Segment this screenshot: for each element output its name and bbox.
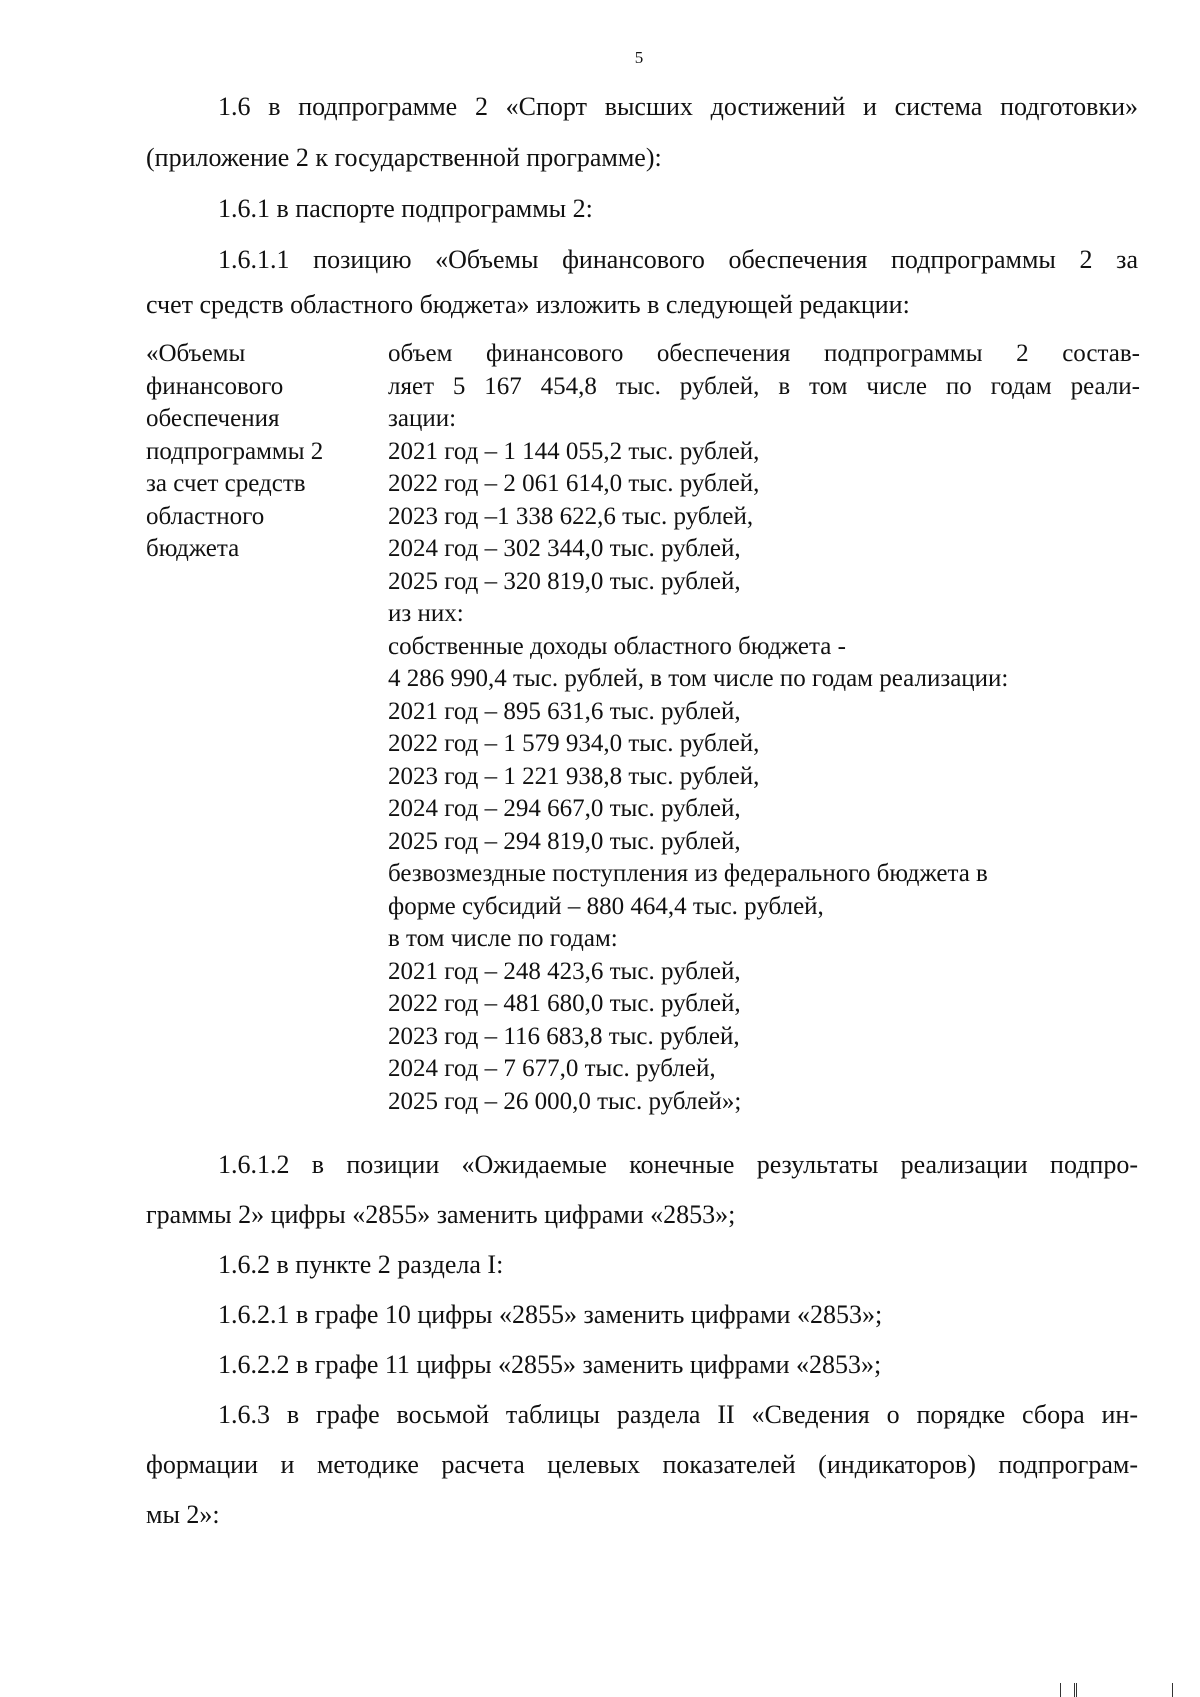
position-value-line: объем финансового обеспечения подпрограммы 2 состав- bbox=[388, 340, 1140, 367]
paragraph-1-6-3-line-2: формации и методике расчета целевых показателей (индикаторов) подпрограм- bbox=[146, 1450, 1138, 1479]
position-value-line: 2022 год – 481 680,0 тыс. рублей, bbox=[388, 990, 741, 1017]
paragraph-1-6-2-1: 1.6.2.1 в графе 10 цифры «2855» заменить цифрами «2853»; bbox=[218, 1300, 883, 1329]
position-value-line: 2025 год – 320 819,0 тыс. рублей, bbox=[388, 567, 741, 595]
position-value-line: 2022 год – 2 061 614,0 тыс. рублей, bbox=[388, 470, 760, 497]
position-label-line: областного bbox=[146, 502, 265, 530]
position-label-line: подпрограммы 2 bbox=[146, 437, 324, 465]
paragraph-1-6-1-2-line-2: граммы 2» цифры «2855» заменить цифрами «2853»; bbox=[146, 1200, 736, 1229]
paragraph-1-6-line-2: (приложение 2 к государственной программе): bbox=[146, 143, 662, 172]
position-value-line: безвозмездные поступления из федерального бюджета в bbox=[388, 860, 988, 887]
paragraph-1-6-3-line-3: мы 2»: bbox=[146, 1500, 220, 1529]
paragraph-1-6-2: 1.6.2 в пункте 2 раздела I: bbox=[218, 1250, 504, 1279]
position-value-line: в том числе по годам: bbox=[388, 925, 618, 952]
position-value-line: ляет 5 167 454,8 тыс. рублей, в том числе по годам реали- bbox=[388, 372, 1140, 400]
paragraph-1-6-3-line-1: 1.6.3 в графе восьмой таблицы раздела II «Сведения о порядке сбора ин- bbox=[218, 1400, 1138, 1429]
position-value-line: собственные доходы областного бюджета - bbox=[388, 632, 846, 660]
position-value-line: 2023 год – 1 221 938,8 тыс. рублей, bbox=[388, 762, 760, 790]
position-label-column bbox=[146, 338, 366, 566]
position-value-line: зации: bbox=[388, 405, 457, 432]
scan-edge-mark bbox=[1172, 1683, 1173, 1697]
position-value-line: 2023 год – 116 683,8 тыс. рублей, bbox=[388, 1022, 740, 1050]
position-label-line: «Объемы bbox=[146, 340, 246, 367]
position-label-line: обеспечения bbox=[146, 405, 280, 432]
position-value-line: 2022 год – 1 579 934,0 тыс. рублей, bbox=[388, 730, 760, 757]
paragraph-1-6-1-1-line-2: счет средств областного бюджета» изложить в следующей редакции: bbox=[146, 290, 910, 319]
position-value-line: 2024 год – 7 677,0 тыс. рублей, bbox=[388, 1055, 716, 1082]
position-label-line: финансового bbox=[146, 372, 284, 400]
position-value-line: форме субсидий – 880 464,4 тыс. рублей, bbox=[388, 892, 824, 920]
position-value-line: 2021 год – 1 144 055,2 тыс. рублей, bbox=[388, 437, 760, 465]
position-value-line: 4 286 990,4 тыс. рублей, в том числе по годам реализации: bbox=[388, 665, 1009, 692]
scan-edge-mark bbox=[1076, 1683, 1077, 1697]
paragraph-1-6-2-2: 1.6.2.2 в графе 11 цифры «2855» заменить цифрами «2853»; bbox=[218, 1350, 882, 1379]
position-value-line: 2024 год – 302 344,0 тыс. рублей, bbox=[388, 535, 741, 562]
paragraph-1-6-1-2-line-1: 1.6.1.2 в позиции «Ожидаемые конечные результаты реализации подпро- bbox=[218, 1150, 1138, 1179]
position-value-line: 2021 год – 248 423,6 тыс. рублей, bbox=[388, 957, 741, 985]
paragraph-1-6-1-1-line-1: 1.6.1.1 позицию «Объемы финансового обеспечения подпрограммы 2 за bbox=[218, 245, 1138, 274]
paragraph-1-6-line-1: 1.6 в подпрограмме 2 «Спорт высших достижений и система подготовки» bbox=[218, 92, 1138, 121]
scan-edge-mark bbox=[1060, 1683, 1061, 1697]
position-label-line: за счет средств bbox=[146, 470, 306, 497]
page-number: 5 bbox=[634, 48, 644, 67]
position-value-line: 2025 год – 294 819,0 тыс. рублей, bbox=[388, 827, 741, 855]
scan-edge-mark bbox=[1074, 1683, 1075, 1697]
position-value-line: 2024 год – 294 667,0 тыс. рублей, bbox=[388, 795, 741, 822]
position-label-line: бюджета bbox=[146, 535, 240, 562]
position-value-line: из них: bbox=[388, 600, 464, 627]
paragraph-1-6-1: 1.6.1 в паспорте подпрограммы 2: bbox=[218, 194, 593, 223]
position-value-column bbox=[388, 338, 1140, 1118]
position-value-line: 2021 год – 895 631,6 тыс. рублей, bbox=[388, 697, 741, 725]
position-value-line: 2023 год –1 338 622,6 тыс. рублей, bbox=[388, 502, 754, 530]
position-value-line: 2025 год – 26 000,0 тыс. рублей»; bbox=[388, 1087, 742, 1115]
